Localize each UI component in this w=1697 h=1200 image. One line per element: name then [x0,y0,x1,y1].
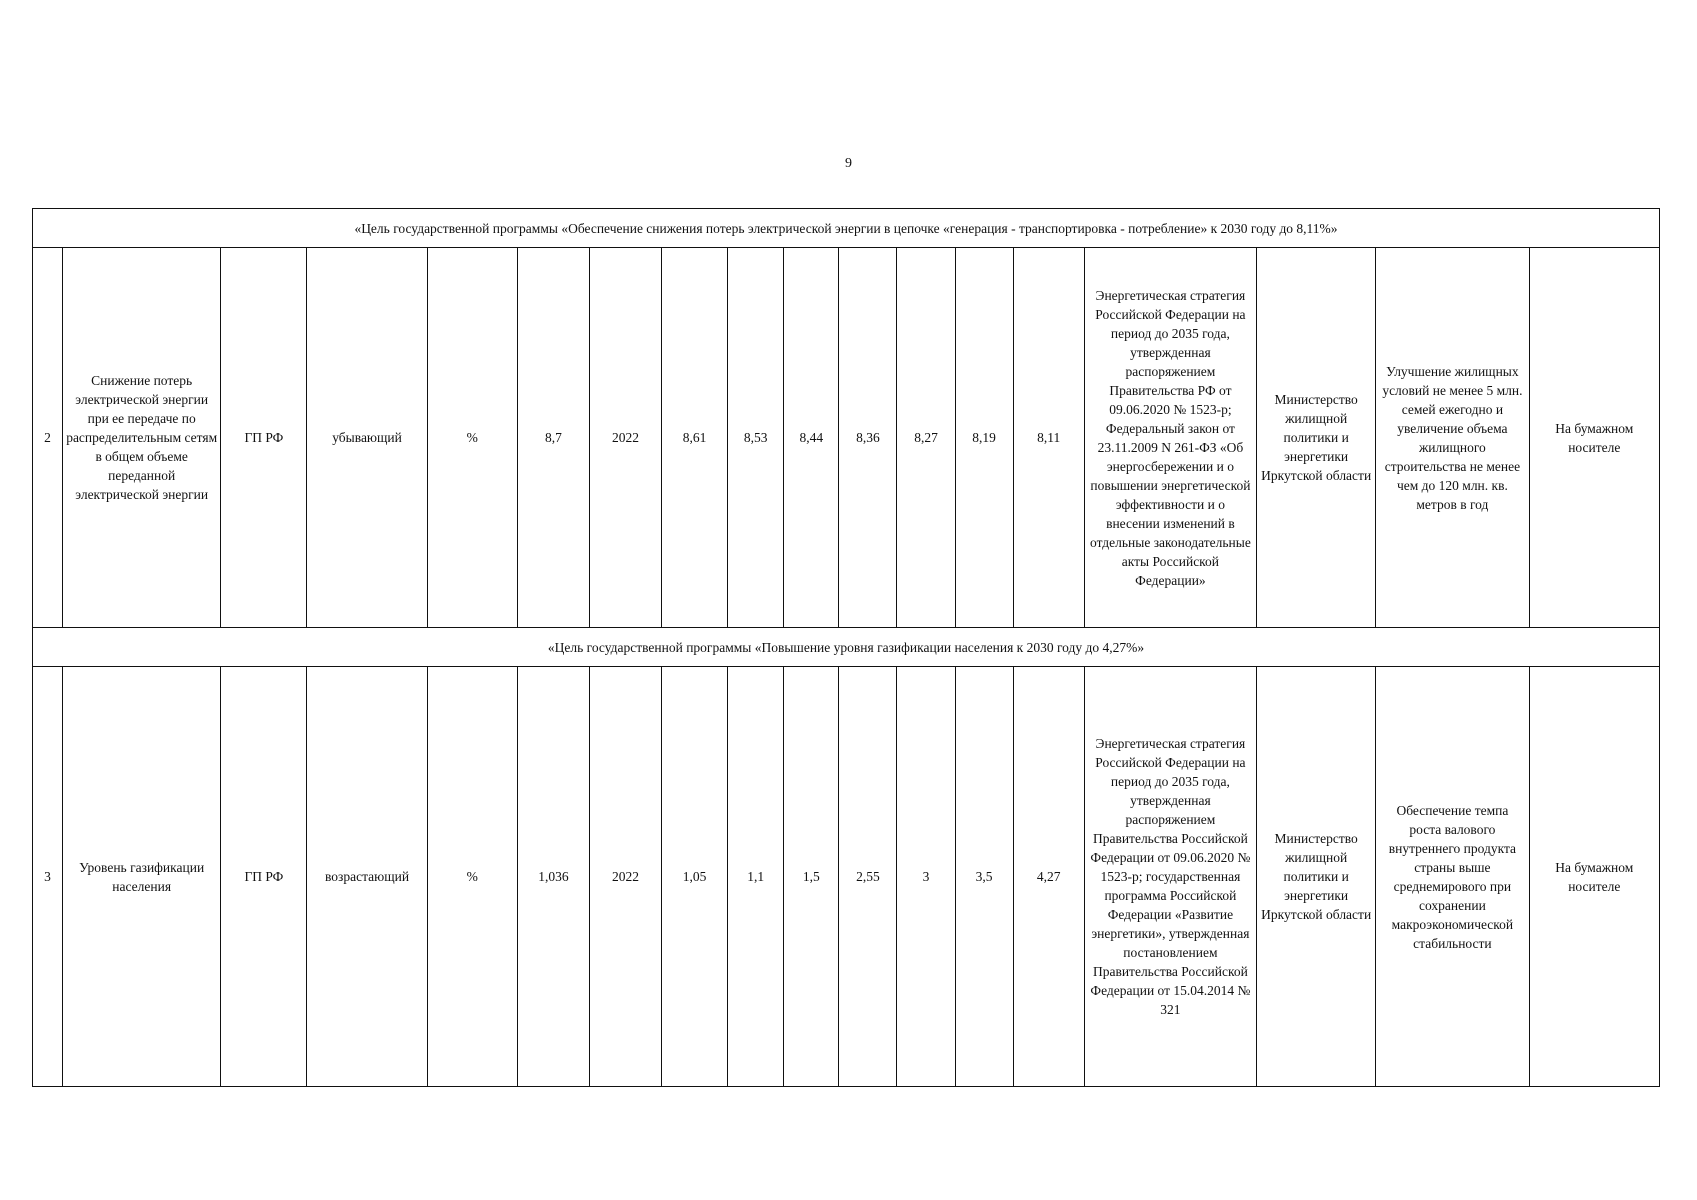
year-value: 8,53 [728,248,784,628]
table-row [33,248,1660,628]
table-row [33,667,1660,1087]
goal-row-2 [33,628,1660,667]
base-year: 2022 [589,248,661,628]
year-value: 3,5 [955,667,1013,1087]
national-goal-link: Обеспечение темпа роста валового внутреннего продукта страны выше среднемирового при сохранении макроэкономической стабильности [1376,667,1529,1087]
year-value: 8,36 [839,248,897,628]
national-goal-link: Улучшение жилищных условий не менее 5 млн. семей ежегодно и увеличение объема жилищного строительства не менее чем до 120 млн. кв. метров в год [1376,248,1529,628]
information-system: На бумажном носителе [1529,667,1659,1087]
indicator-trend: возрастающий [307,667,427,1087]
year-value: 1,5 [784,667,839,1087]
indicator-name: Снижение потерь электрической энергии при ее передаче по распределительным сетям в общем объеме переданной электрической энергии [63,248,221,628]
information-system: На бумажном носителе [1529,248,1659,628]
page-number: 9 [845,156,852,171]
year-value: 2,55 [839,667,897,1087]
year-value: 8,11 [1013,248,1084,628]
indicator-name: Уровень газификации населения [63,667,221,1087]
year-value: 1,1 [728,667,784,1087]
goal-row-1 [33,209,1660,248]
year-value: 3 [897,667,955,1087]
unit: % [427,667,517,1087]
row-number: 2 [33,248,63,628]
goal-1: «Цель государственной программы «Обеспечение снижения потерь электрической энергии в цепочке «генерация - транспортировка - потребление» к 2030 году до 8,11%» [33,209,1660,248]
responsible-body: Министерство жилищной политики и энергетики Иркутской области [1257,667,1376,1087]
year-value: 8,27 [897,248,955,628]
year-value: 8,44 [784,248,839,628]
goal-2: «Цель государственной программы «Повышение уровня газификации населения к 2030 году до 4,27%» [33,628,1660,667]
year-value: 4,27 [1013,667,1084,1087]
indicators-table [32,208,1660,1087]
document-reference: Энергетическая стратегия Российской Федерации на период до 2035 года, утвержденная распоряжением Правительства Российской Федерации от 09.06.2020 № 1523-р; государственная программа Российской Федерации «Развитие энергетики», утвержденная постановлением Правительства Российской Федерации от 15.04.2014 № 321 [1084,667,1256,1087]
base-value: 1,036 [517,667,589,1087]
indicator-level: ГП РФ [221,248,307,628]
indicator-level: ГП РФ [221,667,307,1087]
responsible-body: Министерство жилищной политики и энергетики Иркутской области [1257,248,1376,628]
row-number: 3 [33,667,63,1087]
year-value: 8,61 [662,248,728,628]
year-value: 8,19 [955,248,1013,628]
indicator-trend: убывающий [307,248,427,628]
document-reference: Энергетическая стратегия Российской Федерации на период до 2035 года, утвержденная распоряжением Правительства РФ от 09.06.2020 № 1523-р; Федеральный закон от 23.11.2009 N 261-ФЗ «Об энергосбережении и о повышении энергетической эффективности и о внесении изменений в отдельные законодательные акты Российской Федерации» [1084,248,1256,628]
unit: % [427,248,517,628]
base-value: 8,7 [517,248,589,628]
year-value: 1,05 [662,667,728,1087]
base-year: 2022 [589,667,661,1087]
